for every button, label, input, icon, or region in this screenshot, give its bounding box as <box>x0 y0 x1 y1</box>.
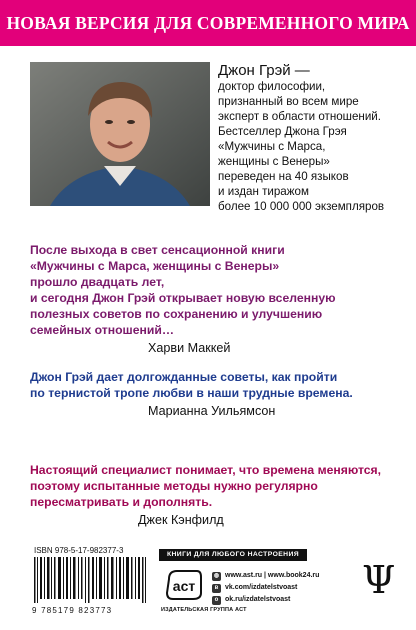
author-bio <box>218 62 408 214</box>
vk-icon: в <box>212 584 221 593</box>
quote-attribution: Марианна Уильямсон <box>148 404 276 418</box>
author-name: Джон Грэй — <box>218 62 310 79</box>
top-banner: НОВАЯ ВЕРСИЯ ДЛЯ СОВРЕМЕННОГО МИРА <box>0 0 416 46</box>
link-row[interactable] <box>212 570 319 582</box>
quote-line: Настоящий специалист понимает, что времена меняются, <box>30 463 382 477</box>
ok-icon: о <box>212 596 221 605</box>
publisher-links <box>212 570 319 606</box>
quote-line: После выхода в свет сенсационной книги <box>30 243 285 257</box>
author-photo <box>30 62 210 206</box>
bio-line: эксперт в области отношений. <box>218 110 382 123</box>
bio-line: доктор философии, <box>218 80 326 93</box>
link-text[interactable]: vk.com/izdatelstvoast <box>225 584 298 591</box>
bio-line: переведен на 40 языков <box>218 170 349 183</box>
publisher-tagline: КНИГИ ДЛЯ ЛЮБОГО НАСТРОЕНИЯ ЗДЕСЬ <box>159 549 307 561</box>
bio-line: Бестселлер Джона Грэя <box>218 125 347 138</box>
quote-line: Джон Грэй дает долгожданные советы, как пройти <box>30 370 338 384</box>
quote-line: пересматривать и дополнять. <box>30 495 213 509</box>
globe-icon: ◍ <box>213 572 220 579</box>
link-row[interactable] <box>212 594 319 606</box>
quote-attribution: Харви Маккей <box>148 341 231 355</box>
bio-line: признанный во всем мире <box>218 95 359 108</box>
link-text[interactable]: www.ast.ru | www.book24.ru <box>225 572 320 579</box>
quote-attribution: Джек Кэнфилд <box>138 513 224 527</box>
quote-line: прошло двадцать лет, <box>30 275 165 289</box>
quote-line: полезных советов по сохранению и улучшению <box>30 307 323 321</box>
bio-line: «Мужчины с Марса, <box>218 140 326 153</box>
barcode <box>32 557 148 603</box>
review-quote <box>30 369 400 419</box>
quote-line: поэтому испытанные методы нужно регулярно <box>30 479 318 493</box>
bio-line: и издан тиражом <box>218 185 309 198</box>
publisher-name: ИЗДАТЕЛЬСКАЯ ГРУППА АСТ <box>161 607 247 613</box>
link-text[interactable]: ok.ru/izdatelstvoast <box>225 596 291 603</box>
review-quote <box>30 242 400 356</box>
ast-logo <box>163 567 205 605</box>
ast-logo-text: аст <box>172 578 196 594</box>
isbn-label: ISBN 978-5-17-982377-3 <box>34 546 124 555</box>
quote-line: семейных отношений… <box>30 323 175 337</box>
link-row[interactable] <box>212 582 319 594</box>
review-quote <box>30 462 400 528</box>
bio-line: более 10 000 000 экземпляров <box>218 200 385 213</box>
quote-line: по тернистой тропе любви в наши трудные времена. <box>30 386 353 400</box>
bio-line: женщины с Венеры» <box>218 155 330 168</box>
barcode-number: 9 785179 823773 <box>32 606 113 615</box>
quote-line: «Мужчины с Марса, женщины с Венеры» <box>30 259 280 273</box>
quote-line: и сегодня Джон Грэй открывает новую вселенную <box>30 291 336 305</box>
psi-symbol: Ψ <box>362 558 396 602</box>
